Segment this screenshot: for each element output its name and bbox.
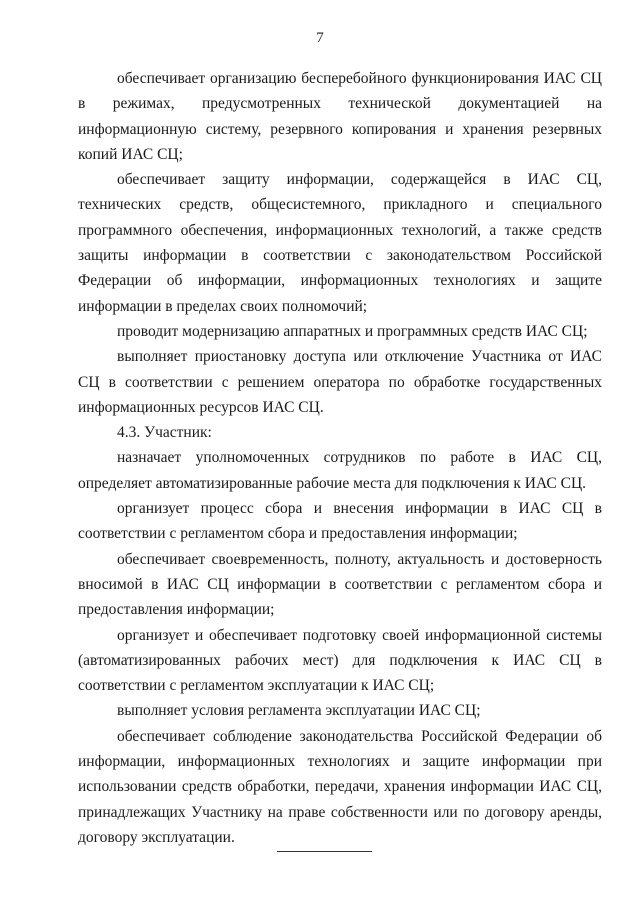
paragraph-operator-modernization: проводит модернизацию аппаратных и программных средств ИАС СЦ; [117, 322, 588, 340]
paragraph-operator-continuity: обеспечивает организацию бесперебойного функционирования ИАС СЦ в режимах, предусмотренных технической документацией на информационную систему, резервного копирования и хранения резервных копий ИАС СЦ; [78, 70, 602, 163]
paragraph-participant-accuracy: обеспечивает своевременность, полноту, актуальность и достоверность вносимой в ИАС СЦ информации в соответствии с регламентом сбора и предоставления информации; [78, 550, 602, 619]
document-body [78, 66, 602, 850]
paragraph-operator-protection: обеспечивает защиту информации, содержащейся в ИАС СЦ, технических средств, общесистемного, прикладного и специального программного обеспечения, информационных технологий, а также средств защиты информации в соответствии с законодательством Российской Федерации об информации, информационных технологиях и защите информации в пределах своих полномочий; [78, 171, 602, 315]
page-number: 7 [316, 30, 324, 46]
paragraph-participant-compliance: обеспечивает соблюдение законодательства Российской Федерации об информации, информационных технологиях и защите информации при использовании средств обработки, передачи, хранения информации ИАС СЦ, принадлежащих Участнику на праве собственности или по договору аренды, договору эксплуатации. [78, 727, 602, 846]
paragraph-participant-regulations: выполняет условия регламента эксплуатации ИАС СЦ; [117, 702, 481, 720]
paragraph-participant-collection: организует процесс сбора и внесения информации в ИАС СЦ в соответствии с регламентом сбора и предоставления информации; [78, 500, 602, 543]
paragraph-operator-suspension: выполняет приостановку доступа или отключение Участника от ИАС СЦ в соответствии с решением оператора по обработке государственных информационных ресурсов ИАС СЦ. [78, 348, 602, 416]
end-divider [277, 851, 372, 852]
paragraph-participant-preparation: организует и обеспечивает подготовку своей информационной системы (автоматизированных рабочих мест) для подключения к ИАС СЦ в соответствии с регламентом эксплуатации к ИАС СЦ; [78, 626, 602, 695]
section-heading-participant: 4.3. Участник: [117, 424, 212, 442]
paragraph-participant-staff: назначает уполномоченных сотрудников по работе в ИАС СЦ, определяет автоматизированные рабочие места для подключения к ИАС СЦ. [78, 449, 602, 492]
